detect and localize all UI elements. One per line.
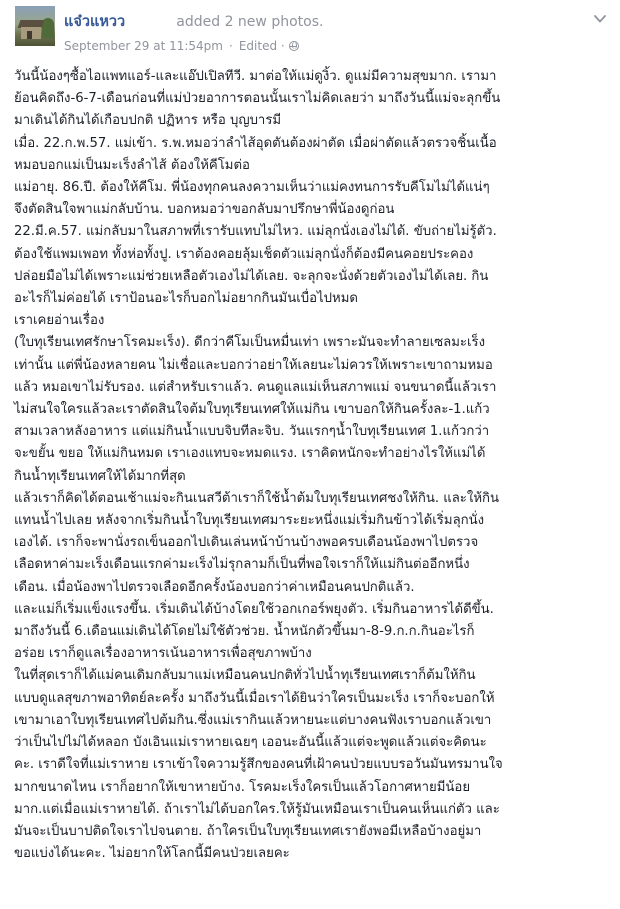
meta-separator: · (229, 39, 233, 53)
post-options-button[interactable] (592, 12, 608, 26)
post-meta (64, 38, 299, 54)
post-text-line: แม่อายุ. 86.ปี. ต้องให้คีโม. พี่น้องทุกคนลงความเห็นว่าแม่คงทนการรับคีโมไม่ได้แน่ๆ (14, 180, 490, 196)
globe-icon[interactable] (289, 41, 299, 51)
post-text-line: วันนี้น้องๆซื้อไอแพทแอร์-และแอ๊ปเปิลทีวี. มาต่อให้แม่ดูงิ้ว. ดูแม่มีความสุขมาก. เรามา (14, 69, 497, 84)
post-text-line: มาเดินได้กินได้เกือบปกติ ปฏิหาร หรือ บุญบารมี (14, 113, 282, 129)
post-timestamp-link[interactable]: September 29 at 11:54pm (64, 39, 223, 53)
post-text-line: แทนน้ำไปเลย หลังจากเริ่มกินน้ำใบทุเรียนเทศมาระยะหนึ่งแม่เริ่มกินข้าวได้เริ่มลุกนั่ง (14, 513, 485, 529)
post-text-line: ขอแบ่งได้นะคะ. ไม่อยากให้โลกนี้มีคนป่วยเลยคะ (14, 846, 290, 862)
post-text-line: ปล่อยมือไม่ได้เพราะแม่ช่วยเหลือตัวเองไม่ได้เลย. จะลุกจะนั่งด้วยตัวเองไม่ได้เลย. กิน (14, 268, 489, 284)
post-text-line: แบบดูแลสุขภาพอาทิตย์ละครั้ง มาถึงวันนี้เมื่อเราได้ยินว่าใครเป็นมะเร็ง เราก็จะบอกให้ (14, 690, 495, 706)
post-text-line: เราเคยอ่านเรื่อง (14, 313, 105, 329)
post-text-line: ย้อนคิดถึง-6-7-เดือนก่อนที่แม่ป่วยอาการตอนนั้นเราไม่คิดเลยว่า มาถึงวันนี้แม่จะลุกขึ้น (14, 91, 501, 107)
post-text-line: เลือดหาค่ามะเร็งเดือนแรกค่ามะเร็งไม่รุกลามก็เป็นที่พอใจเราก็ให้แม่กินต่ออีกหนึ่ง (14, 557, 470, 573)
post-text-line: กินน้ำทุเรียนเทศให้ได้มากที่สุด (14, 468, 186, 484)
post-text-line: สามเวลาหลังอาหาร แต่แม่กินน้ำแบบจิบทีละจิบ. วันแรกๆน้ำใบทุเรียนเทศ 1.แก้วกว่า (14, 424, 490, 440)
chevron-down-icon (592, 12, 608, 26)
post-header (64, 10, 323, 30)
post-text-line: แล้ว หมอเขาไม่รับรอง. แต่สำหรับเราแล้ว. คนดูแลแม่เห็นสภาพแม่ จนขนาดนี้แล้วเรา (14, 379, 497, 395)
post-text-line: คะ. เราดีใจที่แม่เราหาย เราเข้าใจความรู้สึกของคนที่เฝ้าคนป่วยแบบรอวันมันทรมานใจ (14, 757, 503, 773)
post-text-line: ต้องใช้แพมเพอท ทั้งห่อทั้งปู. เราต้องคอยลุ้มเช็ดตัวแม่ลุกนั่งก็ต้องมีคนคอยประคอง (14, 246, 474, 262)
post-text-line: จะขยั้น ขยอ ให้แม่กินหมด เราเองแทบจะหมดแรง. เราคิดหนักจะทำอย่างไรให้แม่ได้ (14, 446, 486, 462)
post-text-line: ไม่สนใจใครแล้วละเราตัดสินใจต้มใบทุเรียนเทศให้แม่กิน เขาบอกให้กินครั้งละ-1.แก้ว (14, 402, 490, 418)
post-text-line: เท่านั้น แต่พี่น้องหลายคน ไม่เชื่อและบอกว่าอย่าให้เลยนะไม่ควรให้เพราะเขาถามหมอ (14, 357, 493, 373)
post-text-line: มากขนาดไหน เราก็อยากให้เขาหายบ้าง. โรคมะเร็งใครเป็นแล้วโอกาศหายมีน้อย (14, 779, 471, 795)
edited-label[interactable]: Edited · (238, 39, 285, 53)
post-text-line: 22.มี.ค.57. แม่กลับมาในสภาพที่เรารับแทบไม่ไหว. แม่ลุกนั่งเองไม่ได้. ขับถ่ายไม่รู้ตัว. (14, 224, 497, 240)
post-text-line: มาก.แต่เมื่อแม่เราหายได้. ถ้าเราไม่ได้บอกใคร.ให้รู้มันเหมือนเราเป็นคนเห็นแก่ตัว และ (14, 801, 500, 817)
post-text-line: ว่าเป็นไปไม่ได้หลอก บังเอินแม่เราหายเฉยๆ เออนะอันนี้แล้วแต่จะพูดแล้วแต่จะคิดนะ (14, 735, 487, 751)
post-text-line: หมอบอกแม่เป็นมะเร็งลำไส้ ต้องให้คีโมต่อ (14, 157, 250, 173)
post-text-line: (ใบทุเรียนเทศรักษาโรคมะเร็ง). ดีกว่าคีโมเป็นหมื่นเท่า เพราะมันจะทำลายเซลมะเร็ง (14, 335, 486, 351)
post-text-line: เองได้. เราก็จะพานั่งรถเข็นออกไปเดินเล่นหน้าบ้านบ้างพอครบเดือนน้องพาไปตรวจ (14, 535, 479, 551)
post-action-text: added 2 new photos. (176, 14, 324, 30)
post-text-line: แล้วเราก็คิดได้ตอนเช้าแม่จะกินเนสวีต้าเราก็ใช้น้ำต้มใบทุเรียนเทศชงให้กิน. และให้กิน (14, 490, 500, 506)
author-name-link[interactable]: แจ๋วแหวว (64, 14, 126, 30)
post-text-line: จึงตัดสินใจพาแม่กลับบ้าน. บอกหมอว่าขอกลับมาปรึกษาพี่น้องดูก่อน (14, 202, 395, 218)
post-text-line: เขามาเอาใบทุเรียนเทศไปต้มกิน.ซึ่งแม่เรากินแล้วหายนะแต่บางคนฟังเราบอกแล้วเขา (14, 712, 492, 728)
post-body-text (14, 66, 614, 865)
post-text-line: เดือน. เมื่อน้องพาไปตรวจเลือดอีกครั้งน้องบอกว่าค่าเหมือนคนปกติแล้ว. (14, 579, 415, 595)
avatar[interactable] (15, 6, 55, 46)
post-text-line: อร่อย เราก็ดูแลเรื่องอาหารเน้นอาหารเพื่อสุขภาพบ้าง (14, 646, 312, 662)
post-text-line: เมื่อ. 22.ก.พ.57. แม่เข้า. ร.พ.หมอว่าลำไส้อุดตันต้องผ่าตัด เมื่อผ่าตัดแล้วตรวจชิ้นเนื้อ (14, 135, 497, 151)
post-text-line: มาถึงวันนี้ 6.เดือนแม่เดินได้โดยไม่ใช้ตัวช่วย. น้ำหนักตัวขึ้นมา-8-9.ก.ก.กินอะไรก็ (14, 624, 475, 640)
post-text-line: ในที่สุดเราก็ได้แม่คนเดิมกลับมาแม่เหมือนคนปกติทั่วไปน้ำทุเรียนเทศเราก็ต้มให้กิน (14, 668, 476, 684)
post-text-line: อะไรก็ไม่ค่อยได้ เราป้อนอะไรก็บอกไม่อยากกินมันเบื่อไปหมด (14, 291, 358, 307)
post-text-line: และแม่ก็เริ่มแข็งแรงขึ้น. เริ่มเดินได้บ้างโดยใช้วอกเกอร์พยุงตัว. เริ่มกินอาหารได้ดีขึ้น. (14, 601, 494, 617)
avatar-door-shape (27, 31, 32, 39)
post-text-line: มันจะเป็นบาปติดใจเราไปจนตาย. ถ้าใครเป็นใบทุเรียนเทศเรายังพอมีเหลือบ้างอยู่มา (14, 823, 482, 839)
